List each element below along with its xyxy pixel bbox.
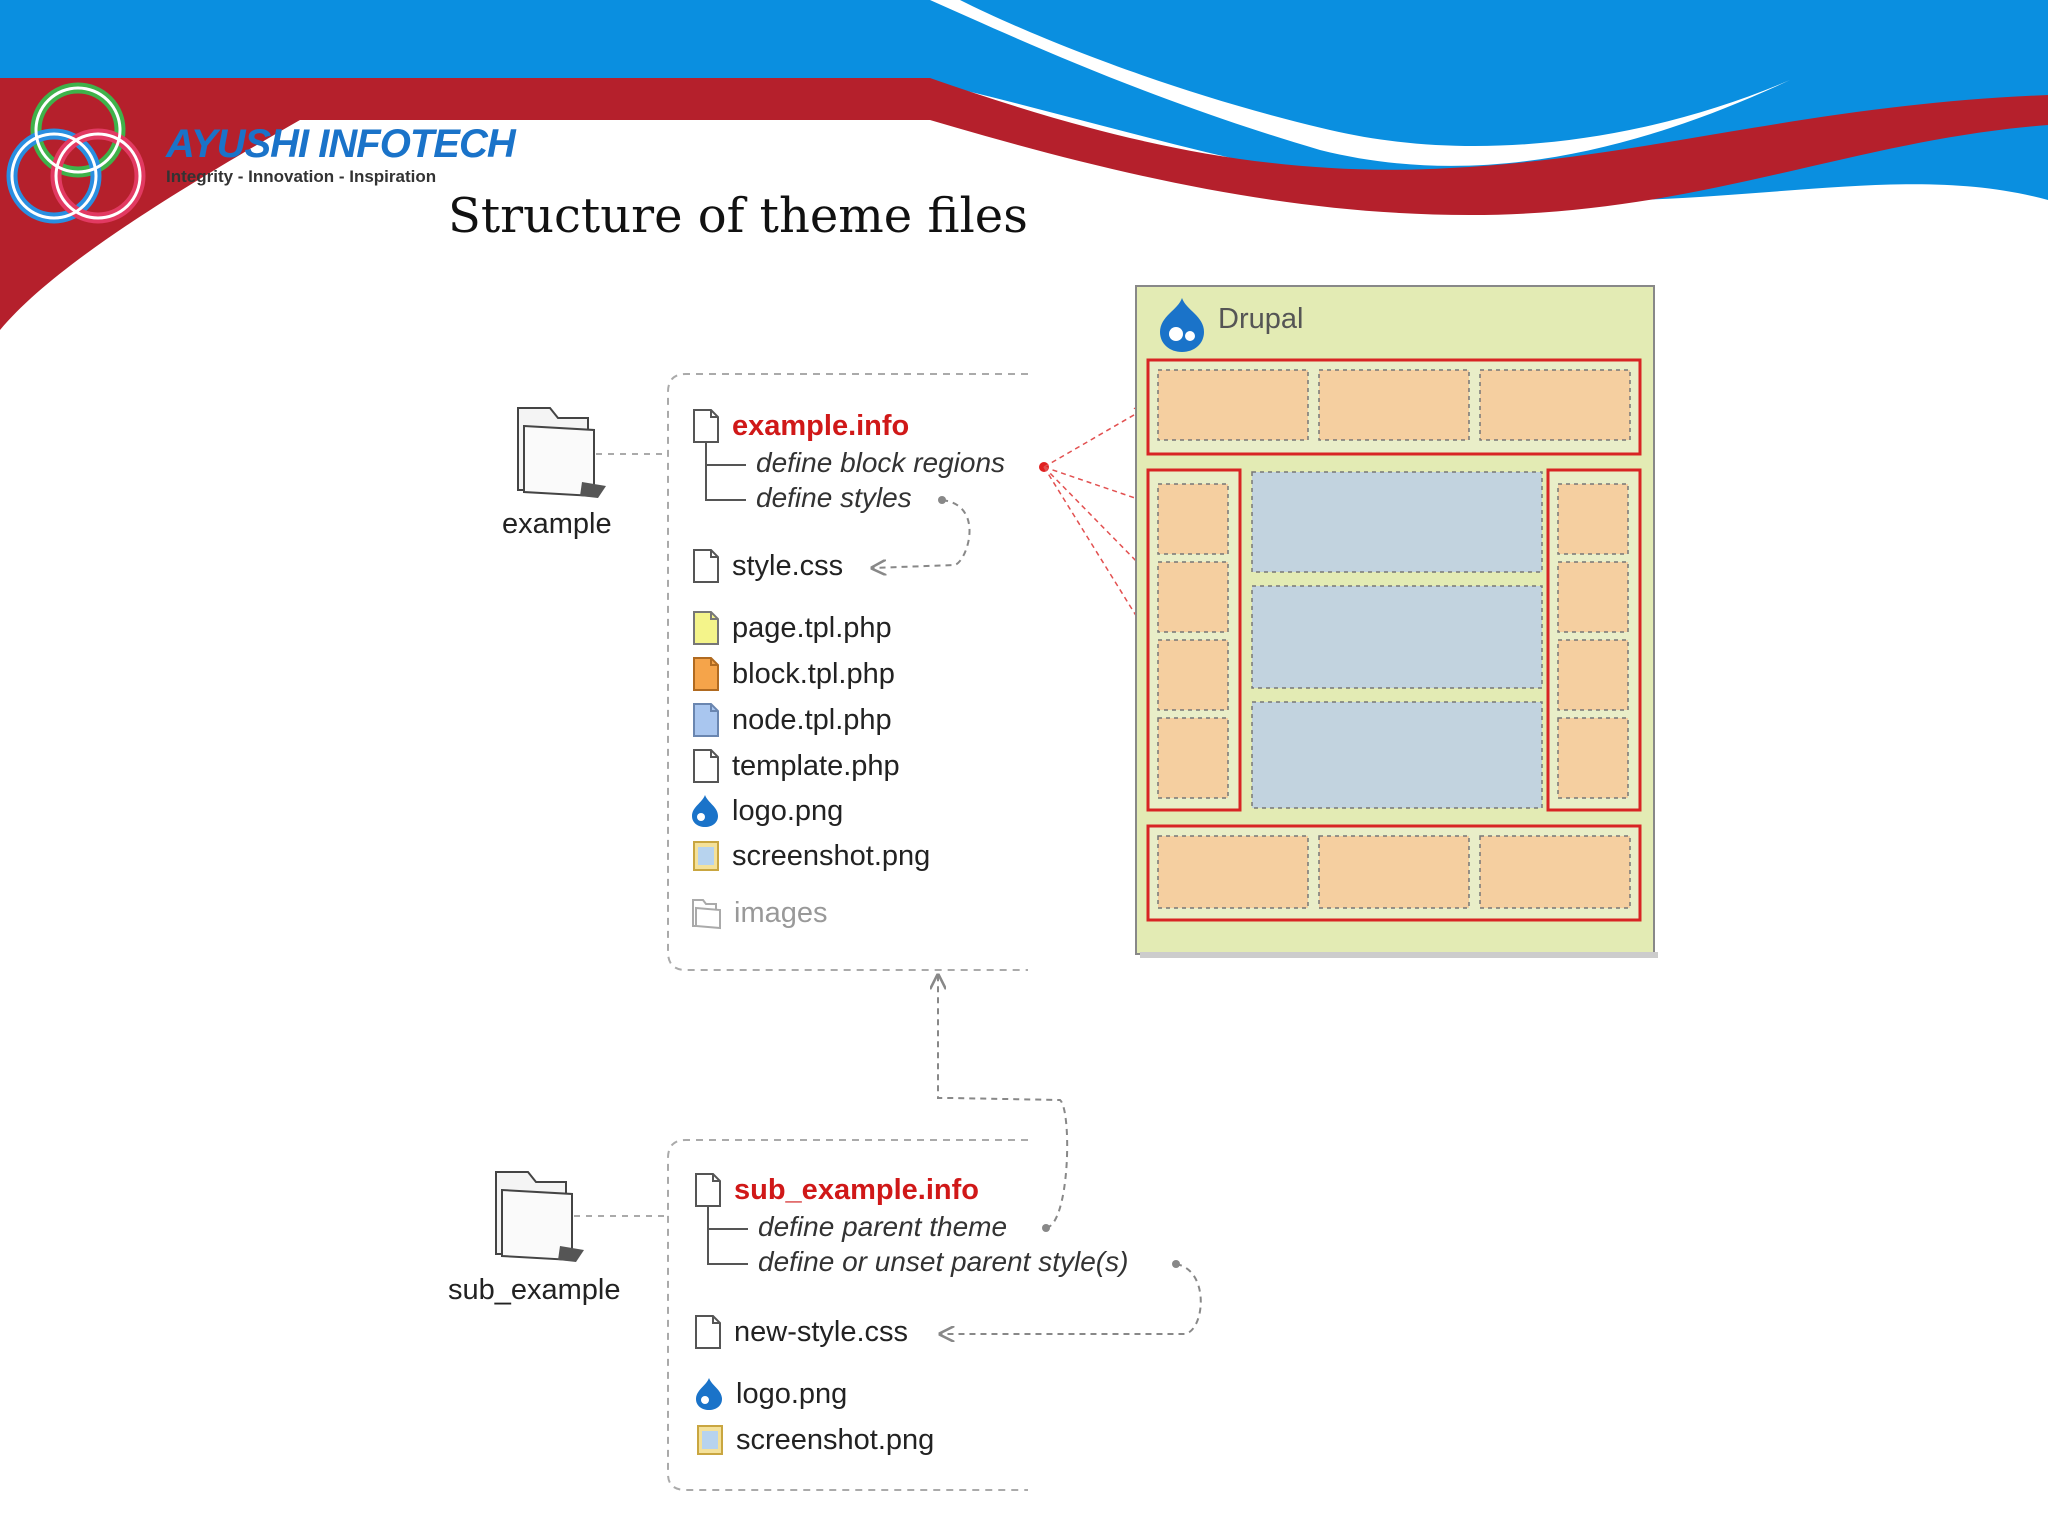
list-item: [694, 1172, 979, 1208]
info-note: define styles: [756, 482, 912, 513]
company-tagline: Integrity - Innovation - Inspiration: [166, 167, 437, 186]
info-note: define block regions: [756, 447, 1006, 478]
list-item: template.php: [692, 748, 900, 784]
list-item: screenshot.png: [692, 838, 930, 874]
file-icon: [694, 1314, 722, 1350]
list-item: node.tpl.php: [692, 702, 892, 738]
file-icon: [692, 548, 720, 584]
list-item: page.tpl.php: [692, 610, 892, 646]
company-name: AYUSHI INFOTECH: [166, 122, 515, 166]
file-icon: [692, 610, 720, 646]
info-note: define or unset parent style(s): [758, 1246, 1129, 1277]
file-icon: [692, 656, 720, 692]
image-file-icon: [692, 838, 720, 874]
file-icon: [692, 408, 720, 444]
drupal-label: Drupal: [1218, 303, 1304, 335]
folder-icon: [510, 400, 610, 500]
content-region: [1252, 472, 1542, 572]
list-item: logo.png: [690, 793, 843, 829]
file-icon: [694, 1172, 722, 1208]
folder-icon: [690, 896, 722, 930]
list-item: images: [690, 896, 828, 930]
list-item: new-style.css: [694, 1314, 908, 1350]
file-icon: [692, 702, 720, 738]
list-item: block.tpl.php: [692, 656, 895, 692]
list-item: logo.png: [694, 1376, 847, 1412]
parent-info-file: example.info: [732, 409, 910, 442]
info-note: define parent theme: [758, 1211, 1008, 1242]
image-file-icon: [696, 1422, 724, 1458]
parent-folder-label: example: [502, 508, 612, 540]
drupal-drop-icon: [694, 1376, 724, 1412]
drupal-layout-preview: [1130, 280, 1670, 970]
slide-title: Structure of theme files: [448, 188, 1028, 244]
sub-info-file: sub_example.info: [734, 1173, 979, 1206]
list-item: [692, 408, 909, 444]
list-item: screenshot.png: [696, 1422, 934, 1458]
sub-folder-label: sub_example: [448, 1274, 621, 1306]
drupal-drop-icon: [690, 793, 720, 829]
list-item: style.css: [692, 548, 843, 584]
file-icon: [692, 748, 720, 784]
folder-icon: [488, 1164, 588, 1264]
